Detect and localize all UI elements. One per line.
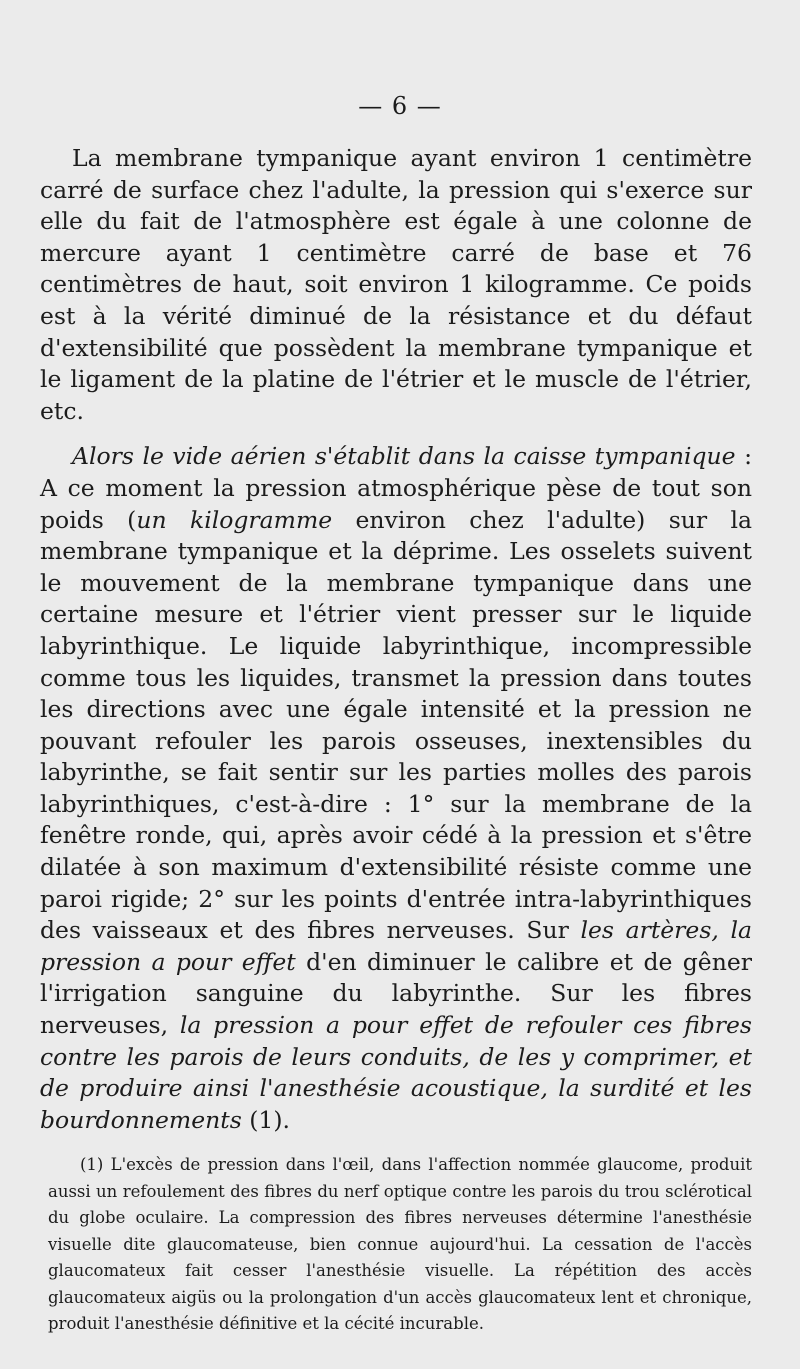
body-text xyxy=(40,143,752,1136)
italic-phrase-arteres: les artères, la pression a pour effet xyxy=(40,916,752,976)
paragraph-2-text-c: d'en diminuer le calibre et de gêner l'irrigation sanguine du labyrinthe. Sur les fibres nerveuses, xyxy=(40,947,752,1040)
footnotes xyxy=(48,1152,752,1338)
footnote-1 xyxy=(48,1152,752,1338)
paragraph-2 xyxy=(40,441,752,1136)
italic-phrase-fibres: la pression a pour effet de refouler ces fibres contre les parois de leurs conduits, de les y comprimer, et de produire ainsi l'anesthésie acoustique, la surdité et les bourdonnements xyxy=(40,1011,752,1134)
italic-phrase-vide-aerien: Alors le vide aérien s'établit dans la caisse tympanique xyxy=(72,442,736,471)
paragraph-2-text-d: (1). xyxy=(241,1105,290,1134)
paragraph-1 xyxy=(40,143,752,427)
paragraph-1-text: La membrane tympanique ayant environ 1 centimètre carré de surface chez l'adulte, la pression qui s'exerce sur elle du fait de l'atmosphère est égale à une colonne de mercure ayant 1 centimètre carré de base et 76 centimètres de haut, soit environ 1 kilogramme. Ce poids est à la vérité diminué de la résistance et du défaut d'extensibilité que possèdent la membrane tympanique et le ligament de la platine de l'étrier et le muscle de l'étrier, etc. xyxy=(40,144,752,425)
paragraph-2-text-a: : A ce moment la pression atmosphérique pèse de tout son poids ( xyxy=(40,442,753,534)
footnote-1-text: (1) L'excès de pression dans l'œil, dans l'affection nommée glaucome, produit aussi un refoulement des fibres du nerf optique contre les parois du trou sclérotical du globe oculaire. La compression des fibres nerveuses détermine l'anesthésie visuelle dite glaucomateuse, bien connue aujourd'hui. La cessation de l'accès glaucomateux fait cesser l'anesthésie visuelle. La répétition des accès glaucomateux aigüs ou la prolongation d'un accès glaucomateux lent et chronique, produit l'anesthésie définitive et la cécité incurable. xyxy=(48,1155,752,1333)
paragraph-2-text-b: environ chez l'adulte) sur la membrane tympanique et la déprime. Les osselets suivent le mouvement de la membrane tympanique dans une certaine mesure et l'étrier vient presser sur le liquide labyrinthique. Le liquide labyrinthique, incompressible comme tous les liquides, transmet la pression dans toutes les directions avec une égale intensité et la pression ne pouvant refouler les parois osseuses, inextensibles du labyrinthe, se fait sentir sur les parties molles des parois labyrinthiques, c'est-à-dire : 1° sur la membrane de la fenêtre ronde, qui, après avoir cédé à la pression et s'être dilatée à son maximum d'extensibilité résiste comme une paroi rigide; 2° sur les points d'entrée intra-labyrinthiques des vaisseaux et des fibres nerveuses. Sur xyxy=(40,505,753,945)
page-number: — 6 — xyxy=(358,92,442,120)
italic-phrase-kilogramme: un kilogramme xyxy=(136,505,333,534)
